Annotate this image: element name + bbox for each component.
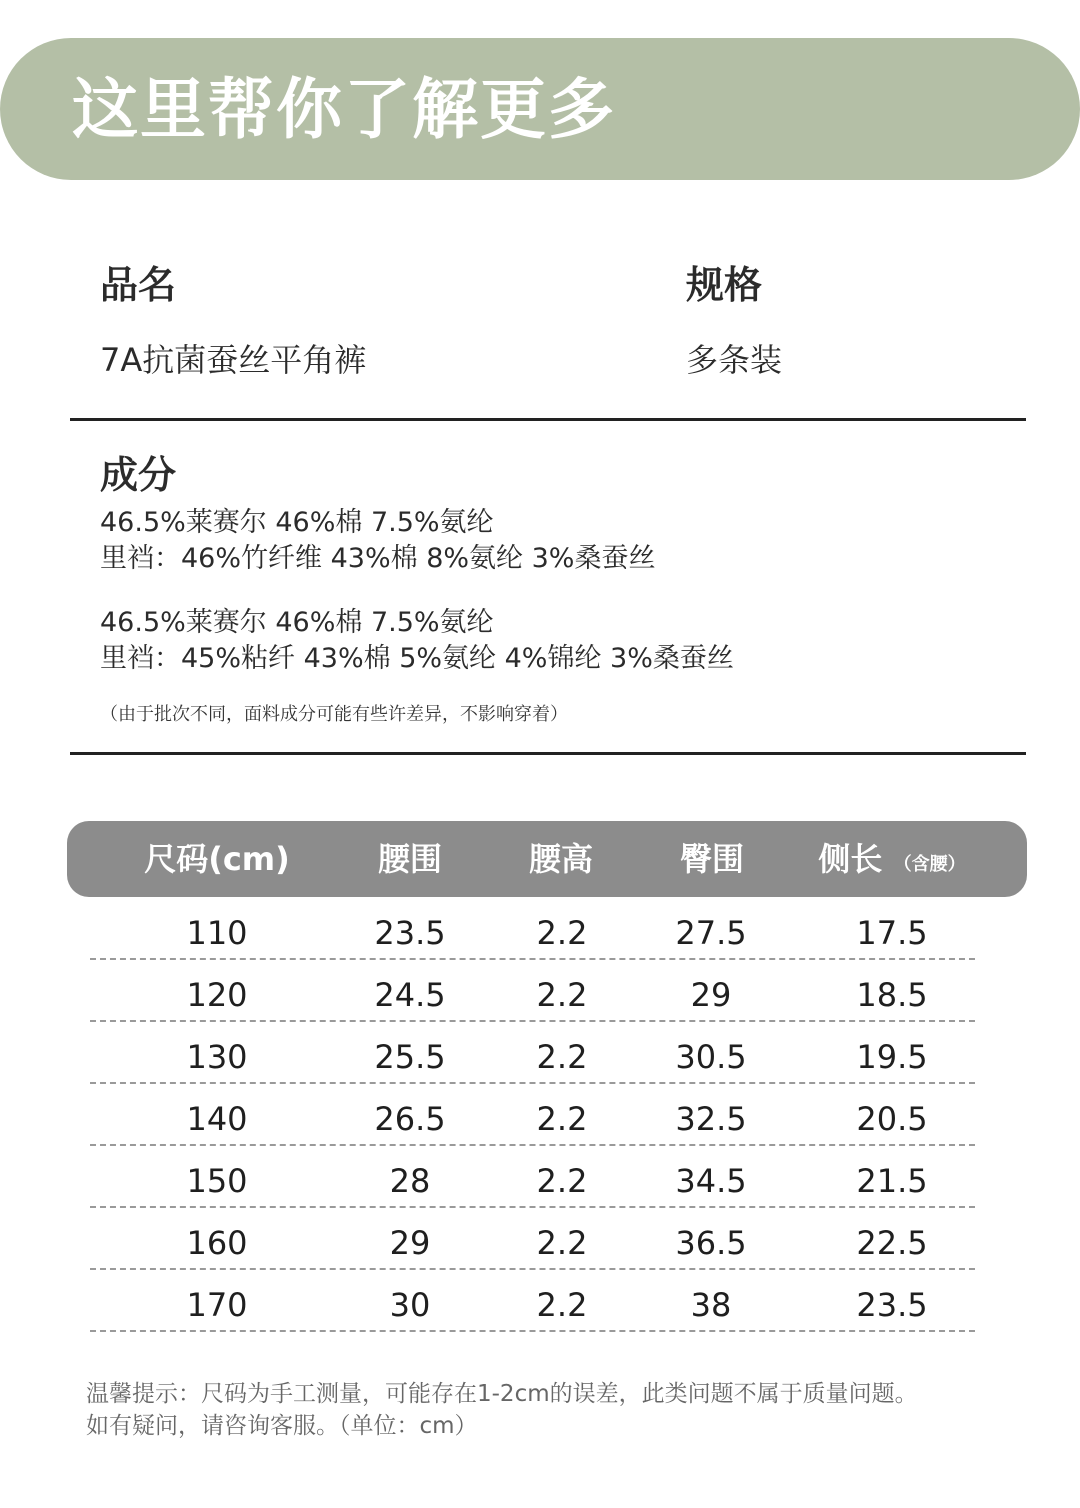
table-cell: 21.5	[856, 1162, 928, 1200]
table-cell: 19.5	[856, 1038, 928, 1076]
banner-title: 这里帮你了解更多	[72, 71, 616, 148]
composition-line: 里裆：45%粘纤 43%棉 5%氨纶 4%锦纶 3%桑蚕丝	[100, 643, 734, 674]
row-divider	[90, 1082, 975, 1084]
table-row	[0, 1280, 1080, 1342]
product-name-label: 品名	[100, 263, 177, 307]
table-cell: 29	[389, 1224, 431, 1262]
table-row	[0, 970, 1080, 1032]
header-side-length-label: 侧长	[818, 840, 883, 878]
table-cell: 28	[389, 1162, 431, 1200]
table-cell: 30	[389, 1286, 431, 1324]
table-cell: 130	[186, 1038, 248, 1076]
spec-label: 规格	[686, 263, 763, 307]
table-cell: 2.2	[536, 1286, 588, 1324]
row-divider	[90, 1330, 975, 1332]
tip-line: 温馨提示：尺码为手工测量，可能存在1-2cm的误差，此类问题不属于质量问题。	[86, 1381, 918, 1407]
table-cell: 160	[186, 1224, 248, 1262]
table-cell: 20.5	[856, 1100, 928, 1138]
table-cell: 2.2	[536, 1038, 588, 1076]
table-row	[0, 1156, 1080, 1218]
header-side-length-suffix: （含腰）	[893, 854, 966, 875]
tip-line: 如有疑问，请咨询客服。（单位：cm）	[86, 1413, 478, 1439]
table-cell: 22.5	[856, 1224, 928, 1262]
table-cell: 23.5	[374, 914, 446, 952]
composition-line: 46.5%莱赛尔 46%棉 7.5%氨纶	[100, 607, 494, 638]
table-cell: 38	[690, 1286, 732, 1324]
row-divider	[90, 1020, 975, 1022]
table-row	[0, 1094, 1080, 1156]
table-cell: 27.5	[675, 914, 747, 952]
size-table-header	[67, 821, 1027, 897]
composition-label: 成分	[100, 453, 177, 497]
row-divider	[90, 1268, 975, 1270]
table-cell: 29	[690, 976, 732, 1014]
table-row	[0, 1032, 1080, 1094]
divider	[70, 752, 1026, 755]
table-row	[0, 1218, 1080, 1280]
composition-line: 里裆：46%竹纤维 43%棉 8%氨纶 3%桑蚕丝	[100, 543, 656, 574]
product-name-value: 7A抗菌蚕丝平角裤	[100, 341, 367, 379]
composition-note: （由于批次不同，面料成分可能有些许差异，不影响穿着）	[100, 704, 568, 725]
row-divider	[90, 1206, 975, 1208]
table-cell: 2.2	[536, 1224, 588, 1262]
table-cell: 150	[186, 1162, 248, 1200]
table-cell: 26.5	[374, 1100, 446, 1138]
table-cell: 170	[186, 1286, 248, 1324]
table-cell: 17.5	[856, 914, 928, 952]
header-size: 尺码(cm)	[144, 840, 290, 878]
table-cell: 23.5	[856, 1286, 928, 1324]
table-cell: 2.2	[536, 914, 588, 952]
divider	[70, 418, 1026, 421]
table-cell: 2.2	[536, 976, 588, 1014]
table-cell: 25.5	[374, 1038, 446, 1076]
row-divider	[90, 958, 975, 960]
table-cell: 18.5	[856, 976, 928, 1014]
composition-line: 46.5%莱赛尔 46%棉 7.5%氨纶	[100, 507, 494, 538]
table-cell: 32.5	[675, 1100, 747, 1138]
spec-value: 多条装	[686, 341, 783, 379]
table-cell: 36.5	[675, 1224, 747, 1262]
table-cell: 110	[186, 914, 248, 952]
table-cell: 24.5	[374, 976, 446, 1014]
table-cell: 30.5	[675, 1038, 747, 1076]
header-hip: 臀围	[679, 840, 745, 878]
table-cell: 2.2	[536, 1162, 588, 1200]
table-cell: 140	[186, 1100, 248, 1138]
header-waist: 腰围	[377, 840, 443, 878]
header-waist-height: 腰高	[528, 840, 594, 878]
table-row	[0, 908, 1080, 970]
table-cell: 120	[186, 976, 248, 1014]
header-side-length	[818, 821, 965, 897]
table-cell: 34.5	[675, 1162, 747, 1200]
table-cell: 2.2	[536, 1100, 588, 1138]
row-divider	[90, 1144, 975, 1146]
